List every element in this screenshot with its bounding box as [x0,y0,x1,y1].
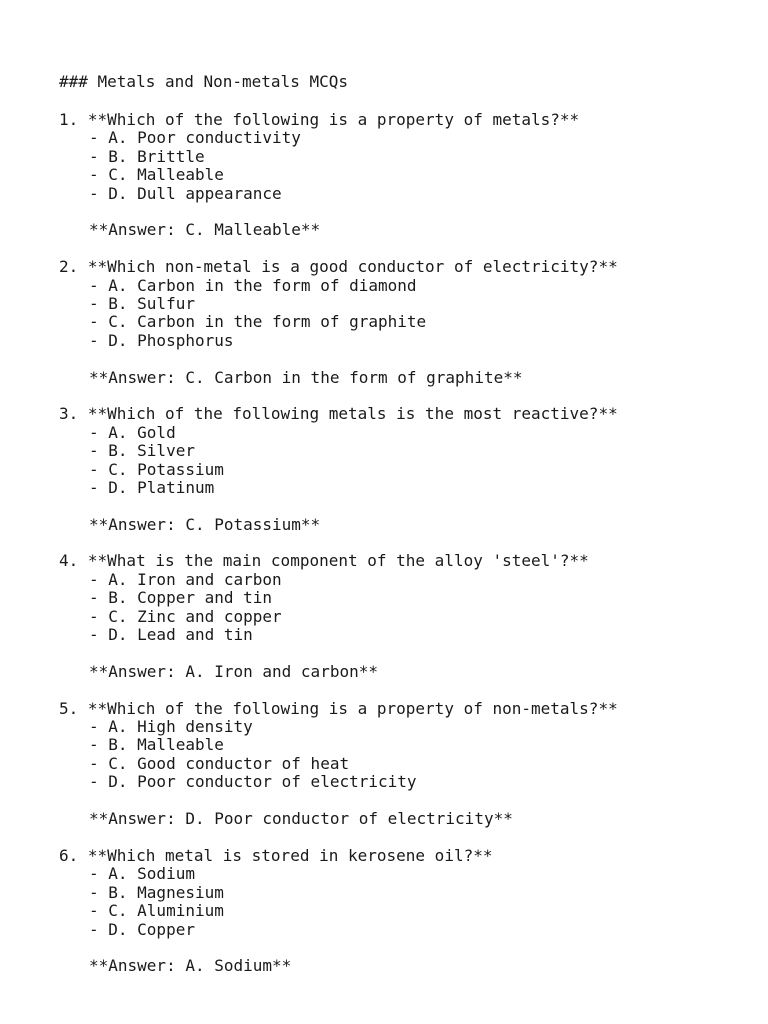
question-2-option-b: - B. Sulfur [89,294,195,313]
question-4-option-b: - B. Copper and tin [89,588,273,607]
question-1-option-d: - D. Dull appearance [89,184,282,203]
question-3-option-d: - D. Platinum [89,478,215,497]
question-3-option-b: - B. Silver [89,441,195,460]
question-1-text: 1. **Which of the following is a property of metals?** [59,110,580,129]
question-1-option-a: - A. Poor conductivity [89,128,301,147]
question-4-option-d: - D. Lead and tin [89,625,253,644]
question-4-text: 4. **What is the main component of the alloy 'steel'?** [59,551,589,570]
question-5-text: 5. **Which of the following is a property of non-metals?** [59,699,618,718]
question-4-option-c: - C. Zinc and copper [89,607,282,626]
question-3-option-a: - A. Gold [89,423,176,442]
page-title: ### Metals and Non-metals MCQs [59,72,348,91]
question-1-option-b: - B. Brittle [89,147,205,166]
question-2-option-a: - A. Carbon in the form of diamond [89,276,417,295]
question-4-option-a: - A. Iron and carbon [89,570,282,589]
question-6-option-c: - C. Aluminium [89,901,224,920]
question-6-text: 6. **Which metal is stored in kerosene oil?** [59,846,493,865]
question-4-answer: **Answer: A. Iron and carbon** [89,662,378,681]
question-2-text: 2. **Which non-metal is a good conductor of electricity?** [59,257,618,276]
question-3-answer: **Answer: C. Potassium** [89,515,321,534]
question-5-option-c: - C. Good conductor of heat [89,754,350,773]
question-5-option-a: - A. High density [89,717,253,736]
question-5-option-d: - D. Poor conductor of electricity [89,772,417,791]
question-1-answer: **Answer: C. Malleable** [89,220,321,239]
question-5-option-b: - B. Malleable [89,735,224,754]
question-6-option-a: - A. Sodium [89,864,195,883]
question-1-option-c: - C. Malleable [89,165,224,184]
question-5-answer: **Answer: D. Poor conductor of electricity** [89,809,513,828]
question-6-option-b: - B. Magnesium [89,883,224,902]
question-2-option-d: - D. Phosphorus [89,331,234,350]
question-6-answer: **Answer: A. Sodium** [89,956,292,975]
question-6-option-d: - D. Copper [89,920,195,939]
question-2-answer: **Answer: C. Carbon in the form of graphite** [89,368,523,387]
question-3-text: 3. **Which of the following metals is the most reactive?** [59,404,618,423]
question-2-option-c: - C. Carbon in the form of graphite [89,312,427,331]
question-3-option-c: - C. Potassium [89,460,224,479]
